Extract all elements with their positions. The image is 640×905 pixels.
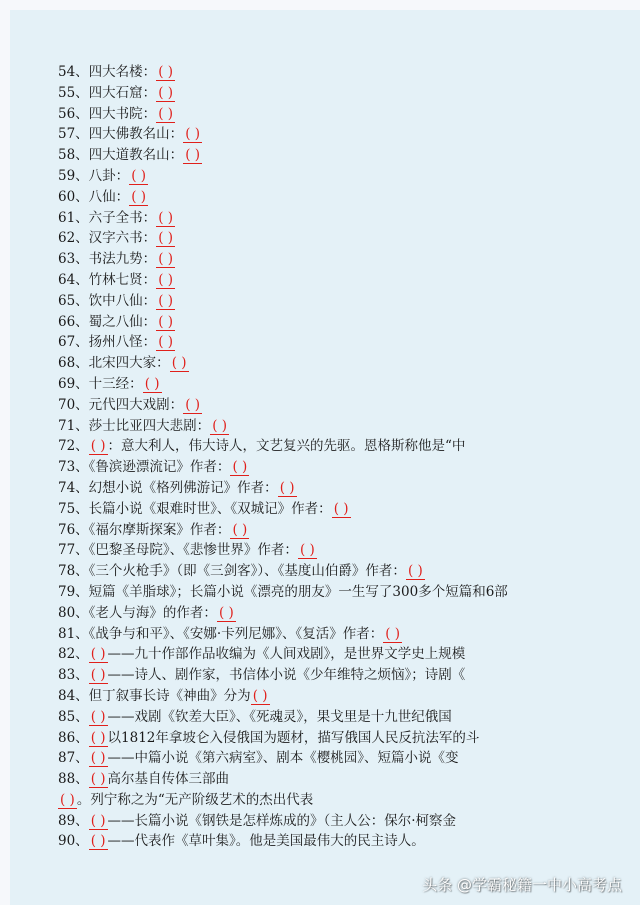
question-text: 68、北宋四大家：: [58, 355, 170, 372]
question-text: 69、十三经：: [58, 375, 143, 392]
question-text: 86、: [58, 729, 89, 746]
question-text-continued: ——戏剧《钦差大臣》、《死魂灵》，果戈里是十九世纪俄国: [107, 708, 452, 725]
question-line: [58, 270, 640, 291]
answer-blank[interactable]: ( ): [385, 625, 401, 642]
answer-blank[interactable]: ( ): [90, 812, 106, 829]
question-line: [58, 228, 640, 249]
question-line: [58, 665, 640, 686]
question-text-continued: ：意大利人，伟大诗人，文艺复兴的先驱。恩格斯称他是“中: [107, 438, 466, 455]
question-line: [58, 728, 640, 749]
question-line: [58, 104, 640, 125]
question-text: 59、八卦：: [58, 167, 130, 184]
answer-blank[interactable]: ( ): [185, 147, 201, 164]
question-text: 70、元代四大戏剧：: [58, 396, 184, 413]
question-line: [58, 332, 640, 353]
question-text: 84、但丁叙事长诗《神曲》分为: [58, 687, 251, 704]
question-text: 78、《三个火枪手》（即《三剑客》）、《基度山伯爵》作者：: [58, 563, 406, 580]
question-text-continued: ——代表作《草叶集》。他是美国最伟大的民主诗人。: [107, 833, 425, 850]
answer-blank[interactable]: ( ): [333, 500, 349, 517]
answer-blank[interactable]: ( ): [158, 230, 174, 247]
question-text: 88、: [58, 771, 89, 788]
answer-blank[interactable]: ( ): [185, 396, 201, 413]
question-text-continued: 以1812年拿坡仑入侵俄国为题材，描写俄国人民反抗法军的斗: [107, 729, 480, 746]
question-line: [58, 644, 640, 665]
question-line: [58, 561, 640, 582]
question-text: 79、短篇《羊脂球》；长篇小说《漂亮的朋友》一生写了300多个短篇和6部: [58, 583, 508, 600]
question-text: 82、: [58, 646, 89, 663]
question-line: [58, 540, 640, 561]
question-text: 87、: [58, 750, 89, 767]
answer-blank[interactable]: ( ): [212, 417, 228, 434]
answer-blank[interactable]: ( ): [158, 209, 174, 226]
question-line: [58, 166, 640, 187]
question-line: [58, 499, 640, 520]
answer-blank[interactable]: ( ): [158, 313, 174, 330]
answer-blank[interactable]: ( ): [158, 271, 174, 288]
answer-blank[interactable]: ( ): [158, 292, 174, 309]
question-line: [58, 748, 640, 769]
question-line: [58, 624, 640, 645]
answer-blank[interactable]: ( ): [131, 167, 147, 184]
question-text-continued: 高尔基自传体三部曲: [107, 771, 230, 788]
question-line: [58, 416, 640, 437]
question-line: [58, 436, 640, 457]
answer-blank[interactable]: ( ): [279, 479, 295, 496]
question-text: 57、四大佛教名山：: [58, 126, 184, 143]
question-text: 58、四大道教名山：: [58, 147, 184, 164]
answer-blank[interactable]: ( ): [90, 771, 106, 788]
answer-blank[interactable]: ( ): [144, 375, 160, 392]
question-list: [58, 62, 640, 852]
question-text: 61、六子全书：: [58, 209, 157, 226]
question-line: [58, 312, 640, 333]
question-text: 60、八仙：: [58, 188, 130, 205]
question-line: [58, 686, 640, 707]
answer-blank[interactable]: ( ): [158, 105, 174, 122]
question-text: 73、《鲁滨逊漂流记》作者：: [58, 459, 231, 476]
question-text: 83、: [58, 667, 89, 684]
question-line: [58, 520, 640, 541]
question-line: [58, 249, 640, 270]
question-line: [58, 62, 640, 83]
question-text: 85、: [58, 708, 89, 725]
question-line: [58, 769, 640, 790]
answer-blank[interactable]: ( ): [90, 646, 106, 663]
question-text: 76、《福尔摩斯探案》作者：: [58, 521, 231, 538]
question-text: 75、长篇小说《艰难时世》、《双城记》作者：: [58, 500, 332, 517]
question-text-continued: ——中篇小说《第六病室》、剧本《樱桃园》、短篇小说《变: [107, 750, 459, 767]
question-line: [58, 811, 640, 832]
question-text: 77、《巴黎圣母院》、《悲惨世界》作者：: [58, 542, 298, 559]
question-line: [58, 124, 640, 145]
answer-blank[interactable]: ( ): [90, 708, 106, 725]
question-line: [58, 707, 640, 728]
question-line: [58, 478, 640, 499]
watermark: 头条 @学霸秘籍一中小高考点: [422, 876, 622, 894]
question-line: [58, 208, 640, 229]
answer-blank[interactable]: ( ): [299, 542, 315, 559]
question-text-continued: 。列宁称之为“无产阶级艺术的杰出代表: [76, 791, 314, 808]
question-line: [58, 291, 640, 312]
question-text: 80、《老人与海》的作者：: [58, 604, 217, 621]
answer-blank[interactable]: ( ): [158, 251, 174, 268]
question-line: [58, 83, 640, 104]
question-text: 65、饮中八仙：: [58, 292, 157, 309]
question-text: 90、: [58, 833, 89, 850]
answer-blank[interactable]: ( ): [232, 459, 248, 476]
answer-blank[interactable]: ( ): [158, 334, 174, 351]
question-text-continued: ——九十作部作品收编为《人间戏剧》，是世界文学史上规模: [107, 646, 466, 663]
answer-blank[interactable]: ( ): [218, 604, 234, 621]
answer-blank[interactable]: ( ): [90, 729, 106, 746]
question-text: 56、四大书院：: [58, 105, 157, 122]
question-line: [58, 374, 640, 395]
question-line: [58, 582, 640, 603]
question-line: [58, 831, 640, 852]
question-text: 54、四大名楼：: [58, 64, 157, 80]
answer-blank[interactable]: ( ): [252, 687, 268, 704]
answer-blank[interactable]: ( ): [171, 355, 187, 372]
answer-blank[interactable]: ( ): [185, 126, 201, 143]
question-text: 64、竹林七贤：: [58, 271, 157, 288]
answer-blank[interactable]: ( ): [131, 188, 147, 205]
question-text: 81、《战争与和平》、《安娜·卡列尼娜》、《复活》作者：: [58, 625, 384, 642]
question-text-continued: ——诗人、剧作家，书信体小说《少年维特之烦恼》；诗剧《: [107, 667, 466, 684]
question-line: [58, 145, 640, 166]
answer-blank[interactable]: ( ): [60, 791, 75, 808]
question-text: 66、蜀之八仙：: [58, 313, 157, 330]
question-line: [58, 187, 640, 208]
question-line: [58, 790, 640, 811]
question-line: [58, 353, 640, 374]
question-text: 74、幻想小说《格列佛游记》作者：: [58, 479, 278, 496]
question-text: 71、莎士比亚四大悲剧：: [58, 417, 211, 434]
question-text-continued: ——长篇小说《钢铁是怎样炼成的》（主人公：保尔·柯察金: [107, 812, 457, 829]
answer-blank[interactable]: ( ): [90, 438, 106, 455]
question-text: 89、: [58, 812, 89, 829]
question-text: 63、书法九势：: [58, 251, 157, 268]
worksheet-page: [10, 10, 640, 905]
question-text: 62、汉字六书：: [58, 230, 157, 247]
question-text: 55、四大石窟：: [58, 84, 157, 101]
answer-blank[interactable]: ( ): [158, 84, 174, 101]
question-text: 72、: [58, 438, 89, 455]
question-line: [58, 603, 640, 624]
question-line: [58, 395, 640, 416]
question-text: 67、扬州八怪：: [58, 334, 157, 351]
answer-blank[interactable]: ( ): [158, 64, 174, 80]
answer-blank[interactable]: ( ): [407, 563, 423, 580]
answer-blank[interactable]: ( ): [232, 521, 248, 538]
answer-blank[interactable]: ( ): [90, 750, 106, 767]
answer-blank[interactable]: ( ): [90, 833, 106, 850]
question-line: [58, 457, 640, 478]
answer-blank[interactable]: ( ): [90, 667, 106, 684]
